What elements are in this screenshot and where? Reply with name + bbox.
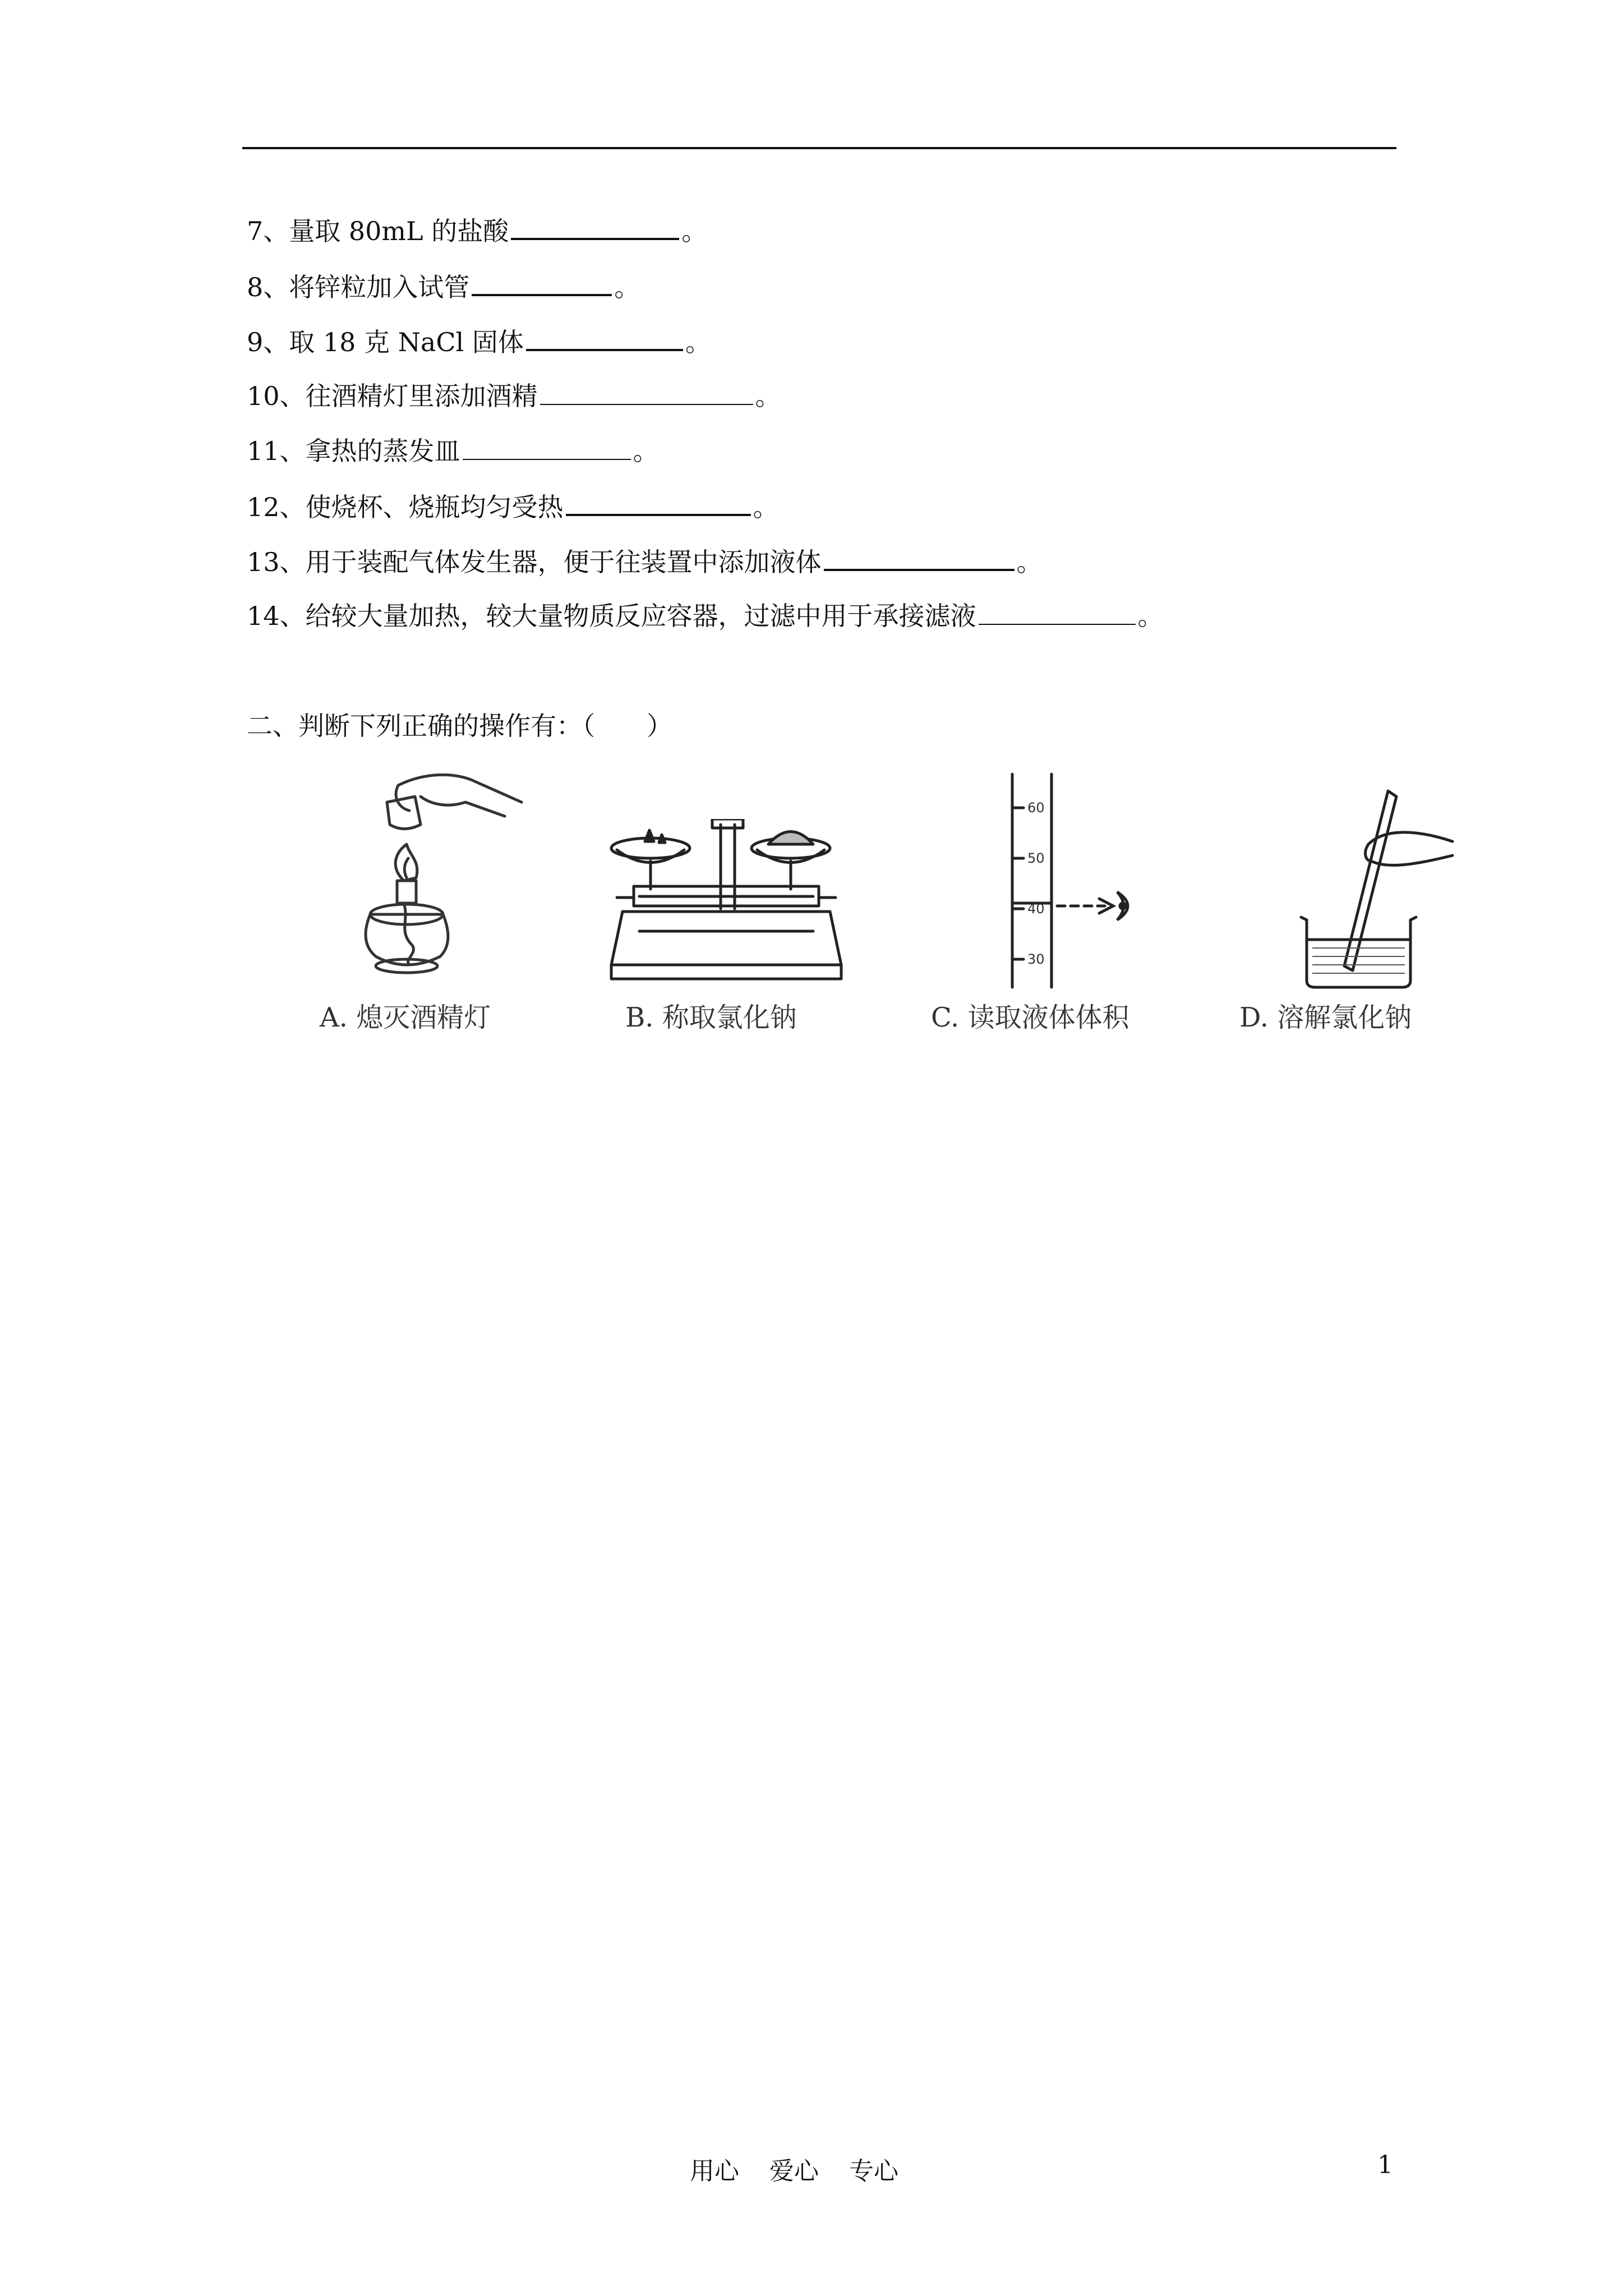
- section-2-title: 二、判断下列正确的操作有：（ ）: [247, 711, 672, 741]
- question-text: 8、将锌粒加入试管: [247, 272, 470, 302]
- question-end: 。: [633, 436, 659, 466]
- balance-scale-icon: [606, 819, 852, 982]
- question-end: 。: [1137, 601, 1164, 631]
- question-text: 9、取 18 克 NaCl 固体: [247, 327, 524, 357]
- question-text: 10、往酒精灯里添加酒精: [247, 381, 538, 411]
- question-12: [247, 489, 779, 524]
- question-end: 。: [685, 327, 711, 357]
- answer-blank[interactable]: [979, 599, 1136, 625]
- figure-caption-b: B. 称取氯化钠: [625, 1002, 797, 1033]
- tick-label: 30: [1027, 951, 1045, 967]
- question-11: [247, 434, 659, 468]
- question-text: 12、使烧杯、烧瓶均匀受热: [247, 492, 564, 522]
- alcohol-lamp-icon: [336, 763, 538, 982]
- tick-label: 40: [1027, 901, 1045, 917]
- beaker-stirring-icon: [1290, 785, 1458, 993]
- question-7: [247, 213, 707, 248]
- header-rule: [242, 147, 1396, 149]
- question-end: 。: [681, 216, 708, 246]
- question-text: 14、给较大量加热，较大量物质反应容器，过滤中用于承接滤液: [247, 601, 976, 631]
- page-number: 1: [1377, 2151, 1393, 2179]
- figure-caption-d: D. 溶解氯化钠: [1239, 1002, 1412, 1033]
- question-14: [247, 599, 1164, 633]
- question-9: [247, 324, 711, 359]
- question-13: [247, 544, 1043, 579]
- figure-caption-a: A. 熄灭酒精灯: [320, 1002, 491, 1033]
- question-8: [247, 269, 640, 304]
- figure-caption-c: C. 读取液体体积: [931, 1002, 1129, 1033]
- tick-label: 60: [1027, 800, 1045, 816]
- question-end: 。: [614, 272, 640, 302]
- graduated-cylinder-icon: [993, 769, 1161, 993]
- question-end: 。: [1016, 547, 1043, 577]
- tick-label: 50: [1027, 850, 1045, 866]
- answer-blank[interactable]: [526, 324, 683, 351]
- answer-blank[interactable]: [566, 489, 751, 516]
- answer-blank[interactable]: [824, 544, 1015, 571]
- answer-blank[interactable]: [463, 434, 631, 460]
- question-end: 。: [755, 381, 781, 411]
- question-text: 7、量取 80mL 的盐酸: [247, 216, 509, 246]
- answer-blank[interactable]: [540, 379, 753, 405]
- question-end: 。: [753, 492, 779, 522]
- question-text: 13、用于装配气体发生器，便于往装置中添加液体: [247, 547, 822, 577]
- answer-blank[interactable]: [472, 269, 612, 296]
- footer-slogan: 用心 爱心 专心: [690, 2157, 898, 2185]
- question-text: 11、拿热的蒸发皿: [247, 436, 460, 466]
- question-10: [247, 379, 781, 413]
- answer-blank[interactable]: [511, 213, 679, 240]
